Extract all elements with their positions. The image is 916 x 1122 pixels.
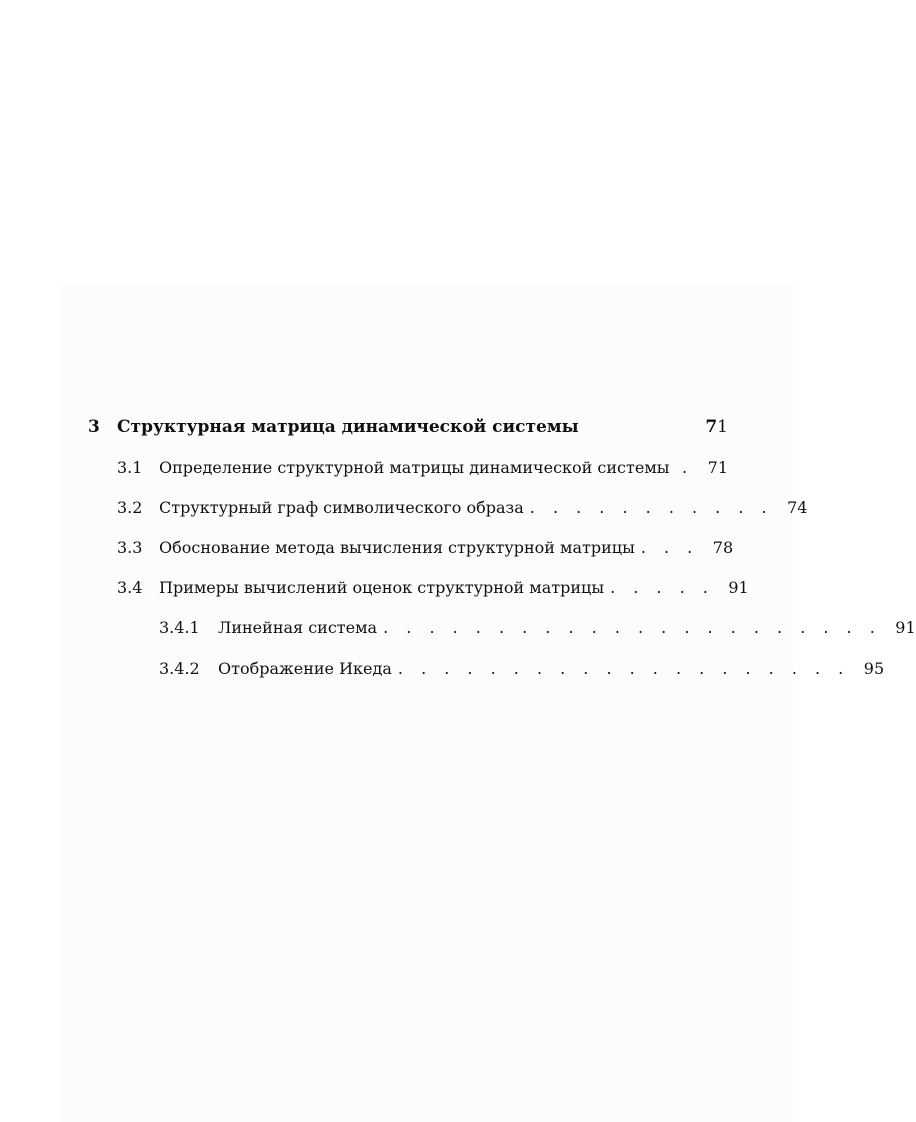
entry-page: 91 xyxy=(728,578,749,597)
entry-page: 78 xyxy=(712,538,734,557)
entry-page: 71 xyxy=(707,458,728,477)
dot-leader: . xyxy=(682,458,694,477)
dot-leader: . . . . . . . . . . . . . . . . . . . . xyxy=(397,659,850,678)
entry-page: 91 xyxy=(895,618,916,637)
entry-number: 3.4.2 xyxy=(159,659,200,678)
dot-leader: . . . xyxy=(640,538,699,557)
entry-title: Линейная система xyxy=(218,618,378,637)
dot-leader: . . . . . . . . . . . . . . . . . . . . . . xyxy=(383,618,882,637)
entry-number: 3.4 xyxy=(117,578,143,597)
entry-number: 3.4.1 xyxy=(159,618,200,637)
entry-page: 74 xyxy=(787,498,808,517)
entry-number: 3.2 xyxy=(117,498,143,517)
chapter-number: 3 xyxy=(88,417,100,437)
toc-entry-3-4-2[interactable] xyxy=(88,656,885,682)
entry-title: Примеры вычислений оценок структурной матрицы xyxy=(159,578,605,597)
entry-title: Обоснование метода вычисления структурной матрицы xyxy=(159,538,635,557)
dot-leader: . . . . . xyxy=(610,578,715,597)
dot-leader: . . . . . . . . . . . xyxy=(529,498,774,517)
entry-number: 3.1 xyxy=(117,458,143,477)
toc-chapter-3[interactable] xyxy=(88,414,728,440)
entry-title: Отображение Икеда xyxy=(218,659,392,678)
toc-entry-3-2[interactable] xyxy=(88,495,808,521)
entry-number: 3.3 xyxy=(117,538,143,557)
chapter-page xyxy=(705,414,728,440)
chapter-page-rest: 1 xyxy=(717,417,728,437)
entry-title: Определение структурной матрицы динамической системы xyxy=(159,458,670,477)
chapter-title: Структурная матрица динамической системы xyxy=(117,417,579,437)
toc-entry-3-4-1[interactable] xyxy=(88,615,916,641)
page-background xyxy=(62,283,793,1122)
entry-title: Структурный граф символического образа xyxy=(159,498,524,517)
entry-page: 95 xyxy=(863,659,885,678)
chapter-page-bold: 7 xyxy=(705,417,718,437)
toc-entry-3-1[interactable] xyxy=(88,455,728,481)
toc-entry-3-4[interactable] xyxy=(88,575,749,601)
toc-entry-3-3[interactable] xyxy=(88,535,734,561)
